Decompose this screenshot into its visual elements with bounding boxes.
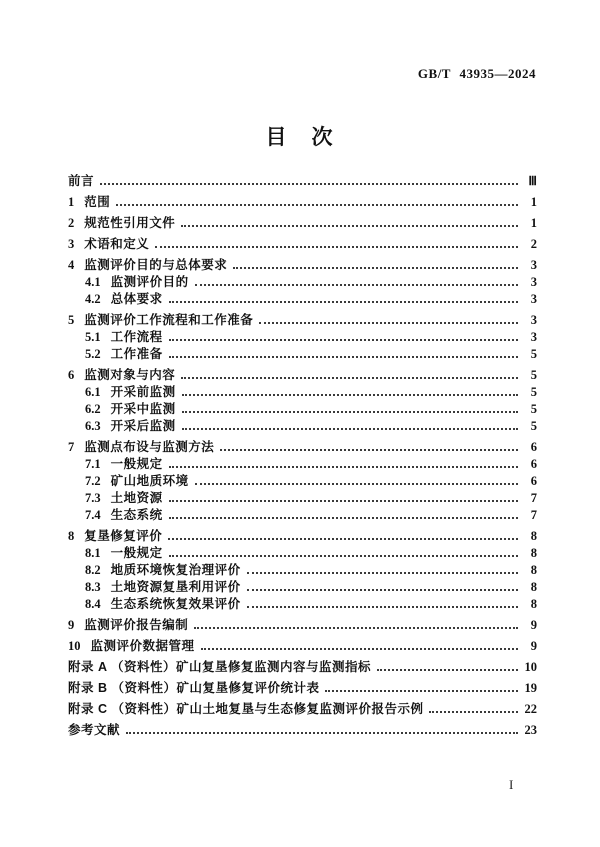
toc-entry-number: 4.2 — [85, 292, 101, 306]
toc-entry-number: 6.2 — [85, 402, 101, 416]
toc-entry-label: 开采后监测 — [110, 419, 176, 433]
toc-entry-label: 附录 A （资料性）矿山复垦修复监测内容与监测指标 — [68, 660, 372, 674]
toc-page-number: 8 — [530, 529, 537, 543]
dotted-leader — [182, 428, 518, 430]
toc-page-number: 22 — [524, 702, 537, 716]
toc-entry — [68, 289, 537, 306]
toc-entry — [68, 505, 537, 522]
toc-entry-label: 复垦修复评价 — [84, 529, 163, 543]
dotted-leader — [325, 690, 518, 692]
toc-entry — [68, 213, 537, 230]
dotted-leader — [169, 555, 518, 557]
toc-entry — [68, 636, 537, 653]
dotted-leader — [155, 246, 518, 248]
toc-entry-label: 监测点布设与监测方法 — [84, 440, 215, 454]
toc-page-number: 6 — [530, 440, 537, 454]
dotted-leader — [233, 267, 518, 269]
toc-page-number: 6 — [530, 457, 537, 471]
toc-entry-label: 开采中监测 — [110, 402, 176, 416]
toc-entry-number: 5.1 — [85, 330, 101, 344]
toc-page-number: 8 — [530, 546, 537, 560]
dotted-leader — [259, 322, 518, 324]
toc-entry-label: 监测对象与内容 — [84, 368, 176, 382]
toc-entry — [68, 234, 537, 251]
toc-entry-number: 7.2 — [85, 474, 101, 488]
toc-entry-number: 4.1 — [85, 275, 101, 289]
toc-entry-label: 开采前监测 — [110, 385, 176, 399]
toc-page-number: 23 — [524, 723, 537, 737]
toc-entry-label: 矿山地质环境 — [110, 474, 189, 488]
toc-entry-number: 8.1 — [85, 546, 101, 560]
dotted-leader — [169, 339, 518, 341]
toc-page-number: 8 — [530, 580, 537, 594]
toc-entry-label: 参考文献 — [68, 723, 121, 737]
dotted-leader — [247, 589, 518, 591]
toc-page-number: 5 — [530, 368, 537, 382]
toc-entry — [68, 272, 537, 289]
dotted-leader — [116, 204, 518, 206]
toc-entry-number: 1 — [68, 195, 75, 209]
toc-entry-label: 土地资源 — [110, 491, 163, 505]
toc-page-number: 19 — [524, 681, 537, 695]
toc-entry-label: 附录 C （资料性）矿山土地复垦与生态修复监测评价报告示例 — [68, 702, 424, 716]
toc-page-number: 7 — [530, 508, 537, 522]
toc-entry — [68, 171, 537, 188]
toc-entry-number: 8.3 — [85, 580, 101, 594]
toc-page-number: 5 — [530, 419, 537, 433]
toc-entry — [68, 657, 537, 674]
dotted-leader — [126, 732, 518, 734]
toc-page-number: 3 — [530, 292, 537, 306]
toc-page-number: Ⅲ — [528, 174, 537, 188]
dotted-leader — [220, 449, 518, 451]
toc-entry-number: 10 — [68, 639, 81, 653]
toc-entry — [68, 560, 537, 577]
toc-entry-label: 监测评价报告编制 — [84, 618, 189, 632]
toc-entry — [68, 365, 537, 382]
toc-entry — [68, 488, 537, 505]
toc-entry-number: 7 — [68, 440, 75, 454]
toc-entry-number: 2 — [68, 216, 75, 230]
toc-page-number: 2 — [530, 237, 537, 251]
toc-entry-label: 地质环境恢复治理评价 — [110, 563, 241, 577]
toc-entry — [68, 543, 537, 560]
toc-entry — [68, 416, 537, 433]
dotted-leader — [182, 394, 518, 396]
toc-entry — [68, 594, 537, 611]
toc-entry — [68, 327, 537, 344]
footer-page-number: I — [509, 777, 514, 792]
toc-page-number: 1 — [530, 216, 537, 230]
toc-entry-label: 监测评价数据管理 — [90, 639, 195, 653]
page-title: 目 次 — [265, 126, 335, 149]
toc-entry-number: 6.1 — [85, 385, 101, 399]
toc-entry-label: 术语和定义 — [84, 237, 150, 251]
toc-page-number: 3 — [530, 275, 537, 289]
table-of-contents — [68, 171, 537, 737]
toc-entry — [68, 454, 537, 471]
toc-entry — [68, 678, 537, 695]
dotted-leader — [182, 411, 518, 413]
toc-entry-number: 7.1 — [85, 457, 101, 471]
toc-page-number: 6 — [530, 474, 537, 488]
toc-entry-label: 生态系统 — [110, 508, 163, 522]
toc-entry-label: 工作准备 — [110, 347, 163, 361]
dotted-leader — [195, 483, 518, 485]
toc-entry-label: 附录 B （资料性）矿山复垦修复评价统计表 — [68, 681, 320, 695]
dotted-leader — [169, 517, 518, 519]
toc-entry-number: 5.2 — [85, 347, 101, 361]
dotted-leader — [169, 356, 518, 358]
toc-entry-label: 土地资源复垦利用评价 — [110, 580, 241, 594]
toc-entry — [68, 399, 537, 416]
toc-entry — [68, 720, 537, 737]
toc-page-number: 9 — [530, 639, 537, 653]
toc-entry-label: 规范性引用文件 — [84, 216, 176, 230]
toc-entry-number: 3 — [68, 237, 75, 251]
toc-entry-label: 总体要求 — [110, 292, 163, 306]
dotted-leader — [247, 572, 518, 574]
toc-page-number: 5 — [530, 402, 537, 416]
toc-page-number: 9 — [530, 618, 537, 632]
toc-entry-number: 7.4 — [85, 508, 101, 522]
dotted-leader — [168, 538, 518, 540]
toc-entry-label: 一般规定 — [110, 546, 163, 560]
toc-entry-label: 范围 — [84, 195, 111, 209]
toc-entry-number: 6 — [68, 368, 75, 382]
dotted-leader — [169, 301, 518, 303]
toc-entry — [68, 437, 537, 454]
toc-entry-number: 8.2 — [85, 563, 101, 577]
toc-entry — [68, 255, 537, 272]
toc-entry — [68, 526, 537, 543]
dotted-leader — [195, 284, 518, 286]
toc-page-number: 8 — [530, 563, 537, 577]
toc-entry-number: 6.3 — [85, 419, 101, 433]
toc-page-number: 3 — [530, 258, 537, 272]
toc-entry — [68, 471, 537, 488]
toc-page-number: 8 — [530, 597, 537, 611]
toc-entry-number: 7.3 — [85, 491, 101, 505]
toc-entry-number: 8.4 — [85, 597, 101, 611]
toc-entry-number: 9 — [68, 618, 75, 632]
dotted-leader — [169, 500, 518, 502]
dotted-leader — [201, 648, 518, 650]
toc-entry-label: 监测评价目的 — [110, 275, 189, 289]
dotted-leader — [247, 606, 518, 608]
standard-number-header: GB/T 43935—2024 — [417, 66, 536, 81]
toc-entry — [68, 577, 537, 594]
dotted-leader — [181, 225, 518, 227]
toc-entry — [68, 310, 537, 327]
toc-entry — [68, 615, 537, 632]
dotted-leader — [181, 377, 518, 379]
toc-entry-label: 前言 — [68, 174, 95, 188]
toc-page-number: 1 — [530, 195, 537, 209]
toc-page-number: 10 — [524, 660, 537, 674]
dotted-leader — [377, 669, 518, 671]
toc-entry-label: 监测评价目的与总体要求 — [84, 258, 228, 272]
toc-entry-label: 一般规定 — [110, 457, 163, 471]
dotted-leader — [429, 711, 518, 713]
toc-page-number: 3 — [530, 313, 537, 327]
toc-entry-number: 4 — [68, 258, 75, 272]
toc-page-number: 5 — [530, 385, 537, 399]
toc-entry-number: 8 — [68, 529, 75, 543]
toc-page-number: 7 — [530, 491, 537, 505]
toc-page-number: 5 — [530, 347, 537, 361]
toc-entry — [68, 382, 537, 399]
dotted-leader — [169, 466, 518, 468]
toc-entry — [68, 699, 537, 716]
toc-page-number: 3 — [530, 330, 537, 344]
dotted-leader — [100, 183, 518, 185]
toc-entry-label: 生态系统恢复效果评价 — [110, 597, 241, 611]
toc-entry — [68, 344, 537, 361]
toc-entry-label: 工作流程 — [110, 330, 163, 344]
dotted-leader — [194, 627, 518, 629]
toc-entry-number: 5 — [68, 313, 75, 327]
toc-entry-label: 监测评价工作流程和工作准备 — [84, 313, 254, 327]
toc-entry — [68, 192, 537, 209]
